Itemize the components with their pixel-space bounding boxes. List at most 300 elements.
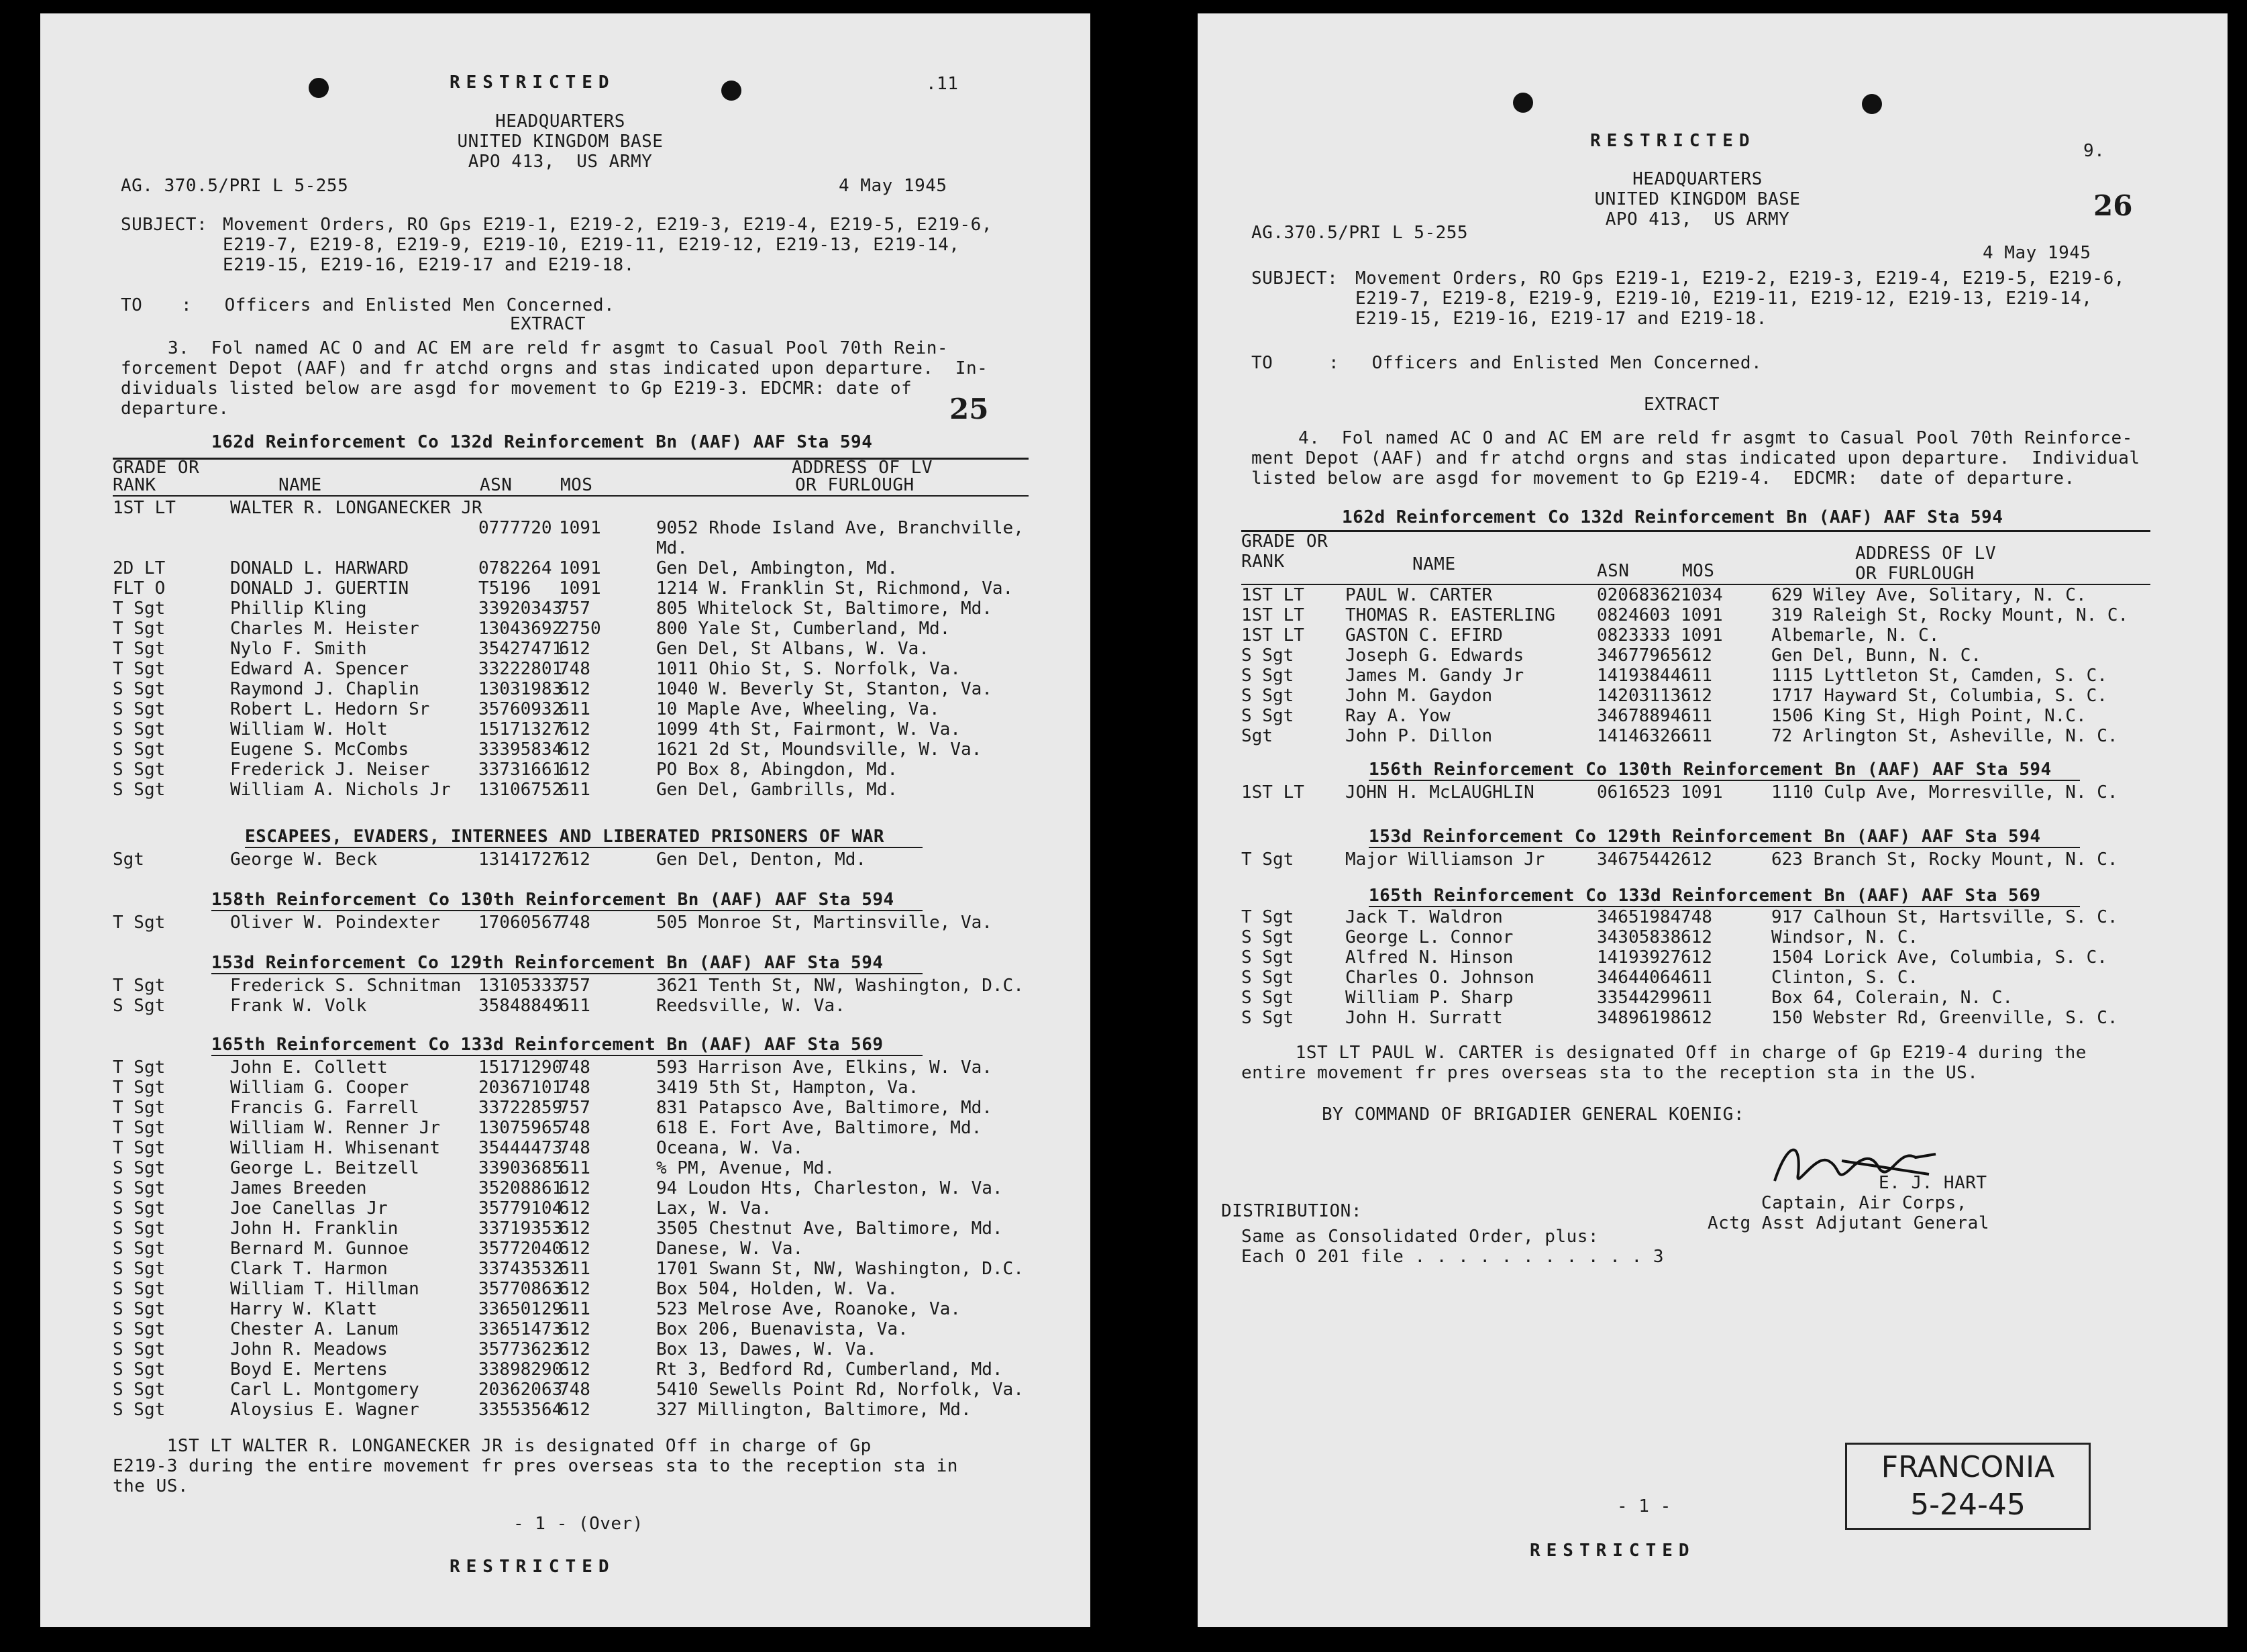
table-row <box>113 639 1039 659</box>
cell-mos: 1091 <box>559 558 601 578</box>
cell-grade: Sgt <box>113 849 144 870</box>
col-header-address: ADDRESS OF LV <box>1855 544 1996 564</box>
cell-name: Joe Canellas Jr <box>230 1198 388 1219</box>
page-number: 9. <box>2083 141 2105 161</box>
cell-asn: 13031983 <box>478 679 563 699</box>
table-row <box>1241 706 2181 726</box>
personnel-table <box>113 1057 1039 1420</box>
divider <box>211 1055 923 1056</box>
signer-name: E. J. HART <box>1879 1173 1987 1193</box>
page-footer: - 1 - <box>1617 1496 1671 1516</box>
restricted-header: RESTRICTED <box>1590 131 1756 151</box>
cell-grade: FLT O <box>113 578 166 599</box>
cell-mos: 748 <box>559 659 590 679</box>
cell-address: 1110 Culp Ave, Morresville, N. C. <box>1771 782 2118 803</box>
cell-address: 1214 W. Franklin St, Richmond, Va. <box>656 578 1014 599</box>
cell-name: Frederick S. Schnitman <box>230 976 462 996</box>
cell-address: Md. <box>656 538 688 558</box>
table-row <box>1241 907 2181 927</box>
cell-address: 1099 4th St, Fairmont, W. Va. <box>656 719 961 739</box>
cell-address: 1506 King St, High Point, N.C. <box>1771 706 2087 726</box>
cell-grade: S Sgt <box>113 719 166 739</box>
cell-name: James M. Gandy Jr <box>1345 666 1524 686</box>
cell-address: 5410 Sewells Point Rd, Norfolk, Va. <box>656 1380 1024 1400</box>
cell-grade: S Sgt <box>113 1359 166 1380</box>
cell-grade: S Sgt <box>113 1339 166 1359</box>
table-row <box>113 699 1039 719</box>
cell-mos: 611 <box>559 1158 590 1178</box>
cell-name: Ray A. Yow <box>1345 706 1451 726</box>
cell-grade: S Sgt <box>113 996 166 1016</box>
restricted-footer: RESTRICTED <box>1530 1541 1695 1561</box>
hq-line: APO 413, US ARMY <box>468 152 653 172</box>
table-row <box>113 996 1039 1016</box>
cell-grade: S Sgt <box>1241 968 1294 988</box>
cell-mos: 611 <box>559 1259 590 1279</box>
table-row <box>113 1359 1039 1380</box>
cell-asn: 13075965 <box>478 1118 563 1138</box>
cell-mos: 1091 <box>559 578 601 599</box>
punch-hole <box>309 78 329 98</box>
cell-mos: 612 <box>1681 1008 1712 1028</box>
cell-asn: 14193927 <box>1597 947 1681 968</box>
cell-asn: 33651473 <box>478 1319 563 1339</box>
table-row <box>113 1319 1039 1339</box>
cell-asn: 14203113 <box>1597 686 1681 706</box>
cell-grade: S Sgt <box>1241 947 1294 968</box>
table-row <box>113 578 1039 599</box>
cell-grade: S Sgt <box>113 760 166 780</box>
table-row <box>113 659 1039 679</box>
table-row <box>113 1219 1039 1239</box>
col-header-rank: RANK <box>113 475 156 495</box>
cell-name: Robert L. Hedorn Sr <box>230 699 430 719</box>
cell-asn: 13105333 <box>478 976 563 996</box>
cell-address: Albemarle, N. C. <box>1771 625 1940 646</box>
cell-grade: T Sgt <box>113 976 166 996</box>
cell-grade: S Sgt <box>113 1219 166 1239</box>
cell-mos: 612 <box>1681 646 1712 666</box>
cell-mos: 611 <box>1681 706 1712 726</box>
cell-name: William W. Holt <box>230 719 388 739</box>
divider <box>1241 530 2150 532</box>
personnel-table <box>113 849 1039 870</box>
cell-grade: S Sgt <box>113 1198 166 1219</box>
cell-name: John M. Gaydon <box>1345 686 1493 706</box>
table-row <box>113 1138 1039 1158</box>
divider <box>113 495 1029 497</box>
col-header-address: OR FURLOUGH <box>1855 564 1975 584</box>
cell-mos: 757 <box>559 976 590 996</box>
cell-name: Jack T. Waldron <box>1345 907 1503 927</box>
cell-mos: 611 <box>1681 968 1712 988</box>
cell-address: 72 Arlington St, Asheville, N. C. <box>1771 726 2118 746</box>
page-footer: - 1 - (Over) <box>513 1514 643 1534</box>
cell-address: Lax, W. Va. <box>656 1198 772 1219</box>
cell-address: Oceana, W. Va. <box>656 1138 804 1158</box>
cell-grade: 1ST LT <box>113 498 176 518</box>
cell-asn: 35773623 <box>478 1339 563 1359</box>
paragraph-line: forcement Depot (AAF) and fr atchd orgns and stas indicated upon departure. In- <box>121 358 988 378</box>
cell-mos: 748 <box>559 1078 590 1098</box>
table-row <box>113 719 1039 739</box>
subject-line: Movement Orders, RO Gps E219-1, E219-2, E219-3, E219-4, E219-5, E219-6, <box>223 215 992 235</box>
divider <box>211 910 923 911</box>
subject-line: E219-15, E219-16, E219-17 and E219-18. <box>1355 309 1767 329</box>
cell-address: Gen Del, Gambrills, Md. <box>656 780 898 800</box>
cell-grade: T Sgt <box>113 1138 166 1158</box>
section-heading: 153d Reinforcement Co 129th Reinforcement Bn (AAF) AAF Sta 594 <box>1369 827 2041 847</box>
cell-mos: 612 <box>1681 927 1712 947</box>
cell-address: Gen Del, Bunn, N. C. <box>1771 646 1982 666</box>
cell-asn: 34677965 <box>1597 646 1681 666</box>
table-row <box>113 1259 1039 1279</box>
cell-grade: S Sgt <box>1241 646 1294 666</box>
cell-name: Boyd E. Mertens <box>230 1359 388 1380</box>
cell-address: 917 Calhoun St, Hartsville, S. C. <box>1771 907 2118 927</box>
cell-name: George W. Beck <box>230 849 378 870</box>
col-header-address: OR FURLOUGH <box>795 475 915 495</box>
table-row <box>1241 726 2181 746</box>
cell-name: William W. Renner Jr <box>230 1118 441 1138</box>
personnel-table <box>1241 849 2181 870</box>
cell-name: Major Williamson Jr <box>1345 849 1545 870</box>
to-text: : Officers and Enlisted Men Concerned. <box>181 295 615 315</box>
personnel-table <box>113 498 1039 880</box>
col-header-mos: MOS <box>1682 561 1715 581</box>
cell-grade: T Sgt <box>113 639 166 659</box>
cell-grade: Sgt <box>1241 726 1273 746</box>
subject-line: E219-7, E219-8, E219-9, E219-10, E219-11, E219-12, E219-13, E219-14, <box>1355 289 2093 309</box>
cell-grade: S Sgt <box>113 1319 166 1339</box>
closing-line: the US. <box>113 1476 189 1496</box>
table-row <box>113 760 1039 780</box>
cell-asn: 35772040 <box>478 1239 563 1259</box>
cell-name: John P. Dillon <box>1345 726 1493 746</box>
cell-address: 623 Branch St, Rocky Mount, N. C. <box>1771 849 2118 870</box>
cell-name: George L. Connor <box>1345 927 1514 947</box>
cell-address: 618 E. Fort Ave, Baltimore, Md. <box>656 1118 982 1138</box>
signer-title: Actg Asst Adjutant General <box>1708 1213 1989 1233</box>
cell-name: DONALD L. HARWARD <box>230 558 409 578</box>
cell-asn: 33650129 <box>478 1299 563 1319</box>
col-header-mos: MOS <box>560 475 593 495</box>
cell-address: Gen Del, Ambington, Md. <box>656 558 898 578</box>
cell-mos: 757 <box>559 599 590 619</box>
cell-asn: 15171290 <box>478 1057 563 1078</box>
cell-asn: 15171327 <box>478 719 563 739</box>
cell-name: DONALD J. GUERTIN <box>230 578 409 599</box>
divider <box>245 847 923 848</box>
cell-grade: S Sgt <box>1241 666 1294 686</box>
cell-asn: 33920343 <box>478 599 563 619</box>
cell-name: Oliver W. Poindexter <box>230 913 441 933</box>
cell-mos: 1091 <box>1681 782 1723 803</box>
cell-name: Raymond J. Chaplin <box>230 679 419 699</box>
col-header-asn: ASN <box>1597 561 1630 581</box>
cell-grade: S Sgt <box>113 1400 166 1420</box>
cell-asn: 33395834 <box>478 739 563 760</box>
distribution-line: Each O 201 file . . . . . . . . . . . 3 <box>1241 1247 1664 1267</box>
cell-address: PO Box 8, Abingdon, Md. <box>656 760 898 780</box>
cell-mos: 748 <box>559 1380 590 1400</box>
closing-line: E219-3 during the entire movement fr pres overseas sta to the reception sta in <box>113 1456 958 1476</box>
col-header-grade: GRADE OR <box>1241 531 1328 552</box>
personnel-table <box>1241 907 2181 1028</box>
cell-name: William H. Whisenant <box>230 1138 441 1158</box>
table-row <box>113 1098 1039 1118</box>
cell-name: GASTON C. EFIRD <box>1345 625 1503 646</box>
cell-grade: S Sgt <box>1241 706 1294 726</box>
cell-address: Box 504, Holden, W. Va. <box>656 1279 898 1299</box>
cell-name: Eugene S. McCombs <box>230 739 409 760</box>
paragraph-line: ment Depot (AAF) and fr atchd orgns and stas indicated upon departure. Individual <box>1251 448 2140 468</box>
cell-address: 805 Whitelock St, Baltimore, Md. <box>656 599 992 619</box>
stamp-line: 5-24-45 <box>1910 1488 2026 1522</box>
cell-name: William T. Hillman <box>230 1279 419 1299</box>
cell-address: 1504 Lorick Ave, Columbia, S. C. <box>1771 947 2107 968</box>
cell-asn: 33898290 <box>478 1359 563 1380</box>
cell-name: Carl L. Montgomery <box>230 1380 419 1400</box>
cell-name: WALTER R. LONGANECKER JR <box>230 498 482 518</box>
cell-address: 800 Yale St, Cumberland, Md. <box>656 619 951 639</box>
cell-mos: 612 <box>559 1400 590 1420</box>
cell-mos: 612 <box>1681 849 1712 870</box>
cell-address: 9052 Rhode Island Ave, Branchville, <box>656 518 1024 538</box>
cell-mos: 611 <box>1681 988 1712 1008</box>
table-row <box>113 1178 1039 1198</box>
divider <box>1369 780 2080 781</box>
cell-grade: S Sgt <box>1241 988 1294 1008</box>
table-row <box>1241 605 2181 625</box>
hq-line: UNITED KINGDOM BASE <box>457 132 664 152</box>
paragraph-line: 4. Fol named AC O and AC EM are reld fr asgmt to Casual Pool 70th Reinforce- <box>1298 428 2133 448</box>
cell-mos: 612 <box>559 739 590 760</box>
cell-name: John R. Meadows <box>230 1339 388 1359</box>
handwritten-stamp <box>1845 1443 2091 1530</box>
cell-mos: 612 <box>559 849 590 870</box>
paragraph-line: dividuals listed below are asgd for movement to Gp E219-3. EDCMR: date of <box>121 378 912 399</box>
cell-mos: 748 <box>1681 907 1712 927</box>
cell-name: Frederick J. Neiser <box>230 760 430 780</box>
cell-asn: 13043692 <box>478 619 563 639</box>
cell-grade: S Sgt <box>113 679 166 699</box>
distribution-label: DISTRIBUTION: <box>1221 1201 1362 1221</box>
cell-mos: 611 <box>559 996 590 1016</box>
col-header-rank: RANK <box>1241 552 1285 572</box>
cell-mos: 612 <box>559 639 590 659</box>
closing-line: 1ST LT WALTER R. LONGANECKER JR is designated Off in charge of Gp <box>113 1436 872 1456</box>
section-heading: 153d Reinforcement Co 129th Reinforcement Bn (AAF) AAF Sta 594 <box>211 953 884 973</box>
cell-grade: S Sgt <box>113 1279 166 1299</box>
cell-asn: 34644064 <box>1597 968 1681 988</box>
table-row <box>113 913 1039 933</box>
file-reference: AG.370.5/PRI L 5-255 <box>1251 223 1469 243</box>
cell-grade: T Sgt <box>113 1057 166 1078</box>
cell-asn: 20362063 <box>478 1380 563 1400</box>
cell-grade: 1ST LT <box>1241 625 1304 646</box>
cell-name: Bernard M. Gunnoe <box>230 1239 409 1259</box>
signer-title: Captain, Air Corps, <box>1761 1193 1967 1213</box>
table-row <box>1241 782 2181 803</box>
table-row <box>113 558 1039 578</box>
col-header-address: ADDRESS OF LV <box>792 458 933 478</box>
table-row <box>1241 1008 2181 1028</box>
cell-mos: 612 <box>1681 947 1712 968</box>
by-command-line: BY COMMAND OF BRIGADIER GENERAL KOENIG: <box>1322 1104 1744 1125</box>
divider <box>211 973 923 974</box>
cell-asn: 33743532 <box>478 1259 563 1279</box>
cell-address: 1011 Ohio St, S. Norfolk, Va. <box>656 659 961 679</box>
table-row <box>113 976 1039 996</box>
cell-grade: S Sgt <box>1241 686 1294 706</box>
table-row <box>113 1279 1039 1299</box>
table-row <box>113 619 1039 639</box>
cell-mos: 748 <box>559 913 590 933</box>
cell-asn: 33722859 <box>478 1098 563 1118</box>
cell-asn: 33553564 <box>478 1400 563 1420</box>
cell-asn: 13141727 <box>478 849 563 870</box>
stamp-line: FRANCONIA <box>1881 1450 2055 1484</box>
punch-hole <box>1513 93 1533 113</box>
cell-grade: S Sgt <box>113 780 166 800</box>
table-row <box>113 1078 1039 1098</box>
table-row <box>1241 686 2181 706</box>
section-heading: 156th Reinforcement Co 130th Reinforcement Bn (AAF) AAF Sta 594 <box>1369 760 2052 780</box>
cell-name: Aloysius E. Wagner <box>230 1400 419 1420</box>
closing-line: entire movement fr pres overseas sta to the reception sta in the US. <box>1241 1063 1979 1083</box>
cell-name: William A. Nichols Jr <box>230 780 451 800</box>
cell-address: 1701 Swann St, NW, Washington, D.C. <box>656 1259 1024 1279</box>
col-header-grade: GRADE OR <box>113 458 200 478</box>
cell-grade: T Sgt <box>113 619 166 639</box>
cell-grade: 2D LT <box>113 558 166 578</box>
cell-name: Phillip Kling <box>230 599 367 619</box>
cell-grade: S Sgt <box>113 1259 166 1279</box>
paragraph-line: 3. Fol named AC O and AC EM are reld fr asgmt to Casual Pool 70th Rein- <box>168 338 949 358</box>
cell-grade: S Sgt <box>1241 927 1294 947</box>
personnel-table <box>113 976 1039 1016</box>
cell-address: 319 Raleigh St, Rocky Mount, N. C. <box>1771 605 2129 625</box>
handwritten-page-number: 25 <box>949 393 989 425</box>
table-row <box>113 780 1039 800</box>
cell-address: 629 Wiley Ave, Solitary, N. C. <box>1771 585 2087 605</box>
cell-name: Alfred N. Hinson <box>1345 947 1514 968</box>
cell-address: 3621 Tenth St, NW, Washington, D.C. <box>656 976 1024 996</box>
cell-address: 593 Harrison Ave, Elkins, W. Va. <box>656 1057 992 1078</box>
col-header-name: NAME <box>278 475 322 495</box>
cell-asn: 35208861 <box>478 1178 563 1198</box>
cell-address: Box 206, Buenavista, Va. <box>656 1319 908 1339</box>
cell-asn: 34896198 <box>1597 1008 1681 1028</box>
table-row <box>113 518 1039 538</box>
hq-line: HEADQUARTERS <box>1632 169 1763 189</box>
table-row <box>113 599 1039 619</box>
cell-grade: 1ST LT <box>1241 782 1304 803</box>
cell-asn: 0616523 <box>1597 782 1671 803</box>
table-row <box>113 538 1039 558</box>
table-row <box>113 1057 1039 1078</box>
cell-name: John E. Collett <box>230 1057 388 1078</box>
cell-name: Clark T. Harmon <box>230 1259 388 1279</box>
table-row <box>113 1339 1039 1359</box>
cell-mos: 748 <box>559 1138 590 1158</box>
table-row <box>113 1158 1039 1178</box>
cell-address: 1040 W. Beverly St, Stanton, Va. <box>656 679 992 699</box>
punch-hole <box>721 81 741 101</box>
cell-mos: 612 <box>559 1178 590 1198</box>
table-row <box>113 1118 1039 1138</box>
cell-address: % PM, Avenue, Md. <box>656 1158 835 1178</box>
cell-mos: 748 <box>559 1057 590 1078</box>
cell-name: Edward A. Spencer <box>230 659 409 679</box>
cell-address: Clinton, S. C. <box>1771 968 1919 988</box>
cell-name: William G. Cooper <box>230 1078 409 1098</box>
cell-grade: T Sgt <box>113 599 166 619</box>
cell-name: Charles O. Johnson <box>1345 968 1534 988</box>
table-row <box>1241 988 2181 1008</box>
table-row <box>113 1239 1039 1259</box>
handwritten-page-number: 26 <box>2093 189 2133 222</box>
cell-grade: T Sgt <box>113 659 166 679</box>
cell-asn: 35848849 <box>478 996 563 1016</box>
table-row <box>1241 625 2181 646</box>
subject-line: E219-7, E219-8, E219-9, E219-10, E219-11, E219-12, E219-13, E219-14, <box>223 235 960 255</box>
cell-name: Joseph G. Edwards <box>1345 646 1524 666</box>
cell-grade: S Sgt <box>113 1158 166 1178</box>
cell-mos: 612 <box>559 760 590 780</box>
cell-asn: 35760932 <box>478 699 563 719</box>
cell-address: Box 13, Dawes, W. Va. <box>656 1339 877 1359</box>
cell-address: 3419 5th St, Hampton, Va. <box>656 1078 919 1098</box>
section-heading: 158th Reinforcement Co 130th Reinforcement Bn (AAF) AAF Sta 594 <box>211 890 894 910</box>
personnel-table <box>113 913 1039 933</box>
table-row <box>1241 666 2181 686</box>
table-row <box>1241 927 2181 947</box>
cell-grade: T Sgt <box>1241 907 1294 927</box>
cell-name: Nylo F. Smith <box>230 639 367 659</box>
cell-mos: 611 <box>1681 726 1712 746</box>
personnel-table <box>1241 782 2181 803</box>
cell-asn: 0777720 <box>478 518 552 538</box>
cell-mos: 611 <box>1681 666 1712 686</box>
left-document-page <box>40 13 1090 1627</box>
cell-name: Chester A. Lanum <box>230 1319 399 1339</box>
divider <box>1369 847 2080 848</box>
table-row <box>1241 585 2181 605</box>
paragraph-line: departure. <box>121 399 229 419</box>
section-heading: 165th Reinforcement Co 133d Reinforcement Bn (AAF) AAF Sta 569 <box>1369 886 2041 906</box>
cell-asn: 14146326 <box>1597 726 1681 746</box>
to-label: TO <box>1251 353 1273 373</box>
cell-name: George L. Beitzell <box>230 1158 419 1178</box>
cell-address: 10 Maple Ave, Wheeling, Va. <box>656 699 940 719</box>
cell-mos: 612 <box>559 679 590 699</box>
cell-address: Windsor, N. C. <box>1771 927 1919 947</box>
cell-address: Gen Del, Denton, Md. <box>656 849 867 870</box>
cell-mos: 612 <box>559 1239 590 1259</box>
cell-grade: T Sgt <box>113 1098 166 1118</box>
table-row <box>1241 968 2181 988</box>
section-heading: 162d Reinforcement Co 132d Reinforcement Bn (AAF) AAF Sta 594 <box>211 432 873 452</box>
to-text: : Officers and Enlisted Men Concerned. <box>1328 353 1763 373</box>
cell-grade: S Sgt <box>113 1380 166 1400</box>
cell-address: 3505 Chestnut Ave, Baltimore, Md. <box>656 1219 1003 1239</box>
cell-mos: 612 <box>559 1359 590 1380</box>
cell-name: Harry W. Klatt <box>230 1299 378 1319</box>
page-number: .11 <box>926 74 959 94</box>
table-row <box>113 498 1039 518</box>
